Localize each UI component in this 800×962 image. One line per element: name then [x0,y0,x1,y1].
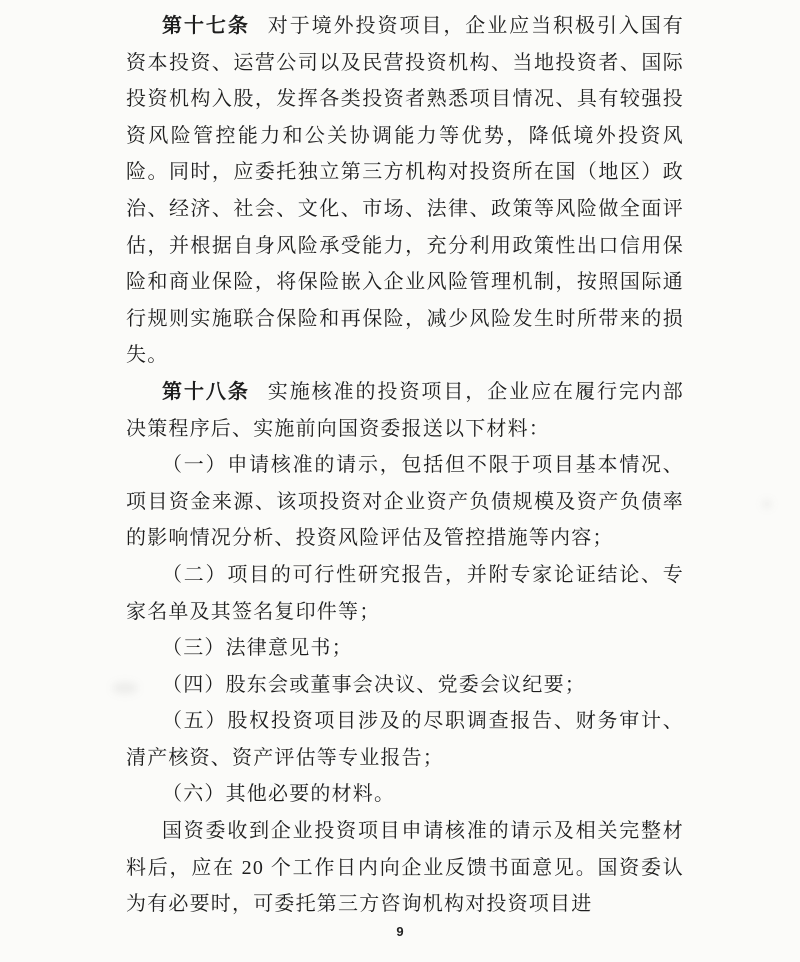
item-6-text: （六）其他必要的材料。 [162,783,396,806]
item-4-text: （四）股东会或董事会决议、党委会议纪要； [162,673,586,696]
article-18-number: 第十八条 [162,380,250,403]
scan-smudge [762,500,772,508]
item-4-paragraph [126,667,684,704]
article-17-paragraph [126,8,684,374]
item-2-paragraph [126,557,684,630]
item-5-text: （五）股权投资项目涉及的尽职调查报告、财务审计、清产核资、资产评估等专业报告； [126,710,684,769]
item-1-text: （一）申请核准的请示，包括但不限于项目基本情况、项目资金来源、该项投资对企业资产负债规模及资产负债率的影响情况分析、投资风险评估及管控措施等内容； [126,454,684,550]
article-17-number: 第十七条 [162,15,250,37]
article-18-text: 实施核准的投资项目，企业应在履行完内部决策程序后、实施前向国资委报送以下材料： [126,380,684,440]
item-3-paragraph [126,630,684,667]
article-17-text: 对于境外投资项目，企业应当积极引入国有资本投资、运营公司以及民营投资机构、当地投资者、国际投资机构入股，发挥各类投资者熟悉项目情况、具有较强投资风险管控能力和公关协调能力等优势，降低境外投资风险。同时，应委托独立第三方机构对投资所在国（地区）政治、经济、社会、文化、市场、法律、政策等风险做全面评估，并根据自身风险承受能力，充分利用政策性出口信用保险和商业保险，将保险嵌入企业风险管理机制，按照国际通行规则实施联合保险和再保险，减少风险发生时所带来的损失。 [126,15,684,367]
article-18-paragraph [126,374,684,447]
item-3-text: （三）法律意见书； [162,637,353,660]
item-5-paragraph [126,703,684,776]
document-body [126,8,684,923]
item-2-text: （二）项目的可行性研究报告，并附专家论证结论、专家名单及其签名复印件等； [126,563,684,623]
closing-paragraph [126,813,684,923]
page-number: 9 [396,924,404,939]
item-1-paragraph [126,447,684,557]
closing-text: 国资委收到企业投资项目申请核准的请示及相关完整材料后，应在 20 个工作日内向企业反馈书面意见。国资委认为有必要时，可委托第三方咨询机构对投资项目进 [126,820,684,916]
item-6-paragraph [126,776,684,813]
